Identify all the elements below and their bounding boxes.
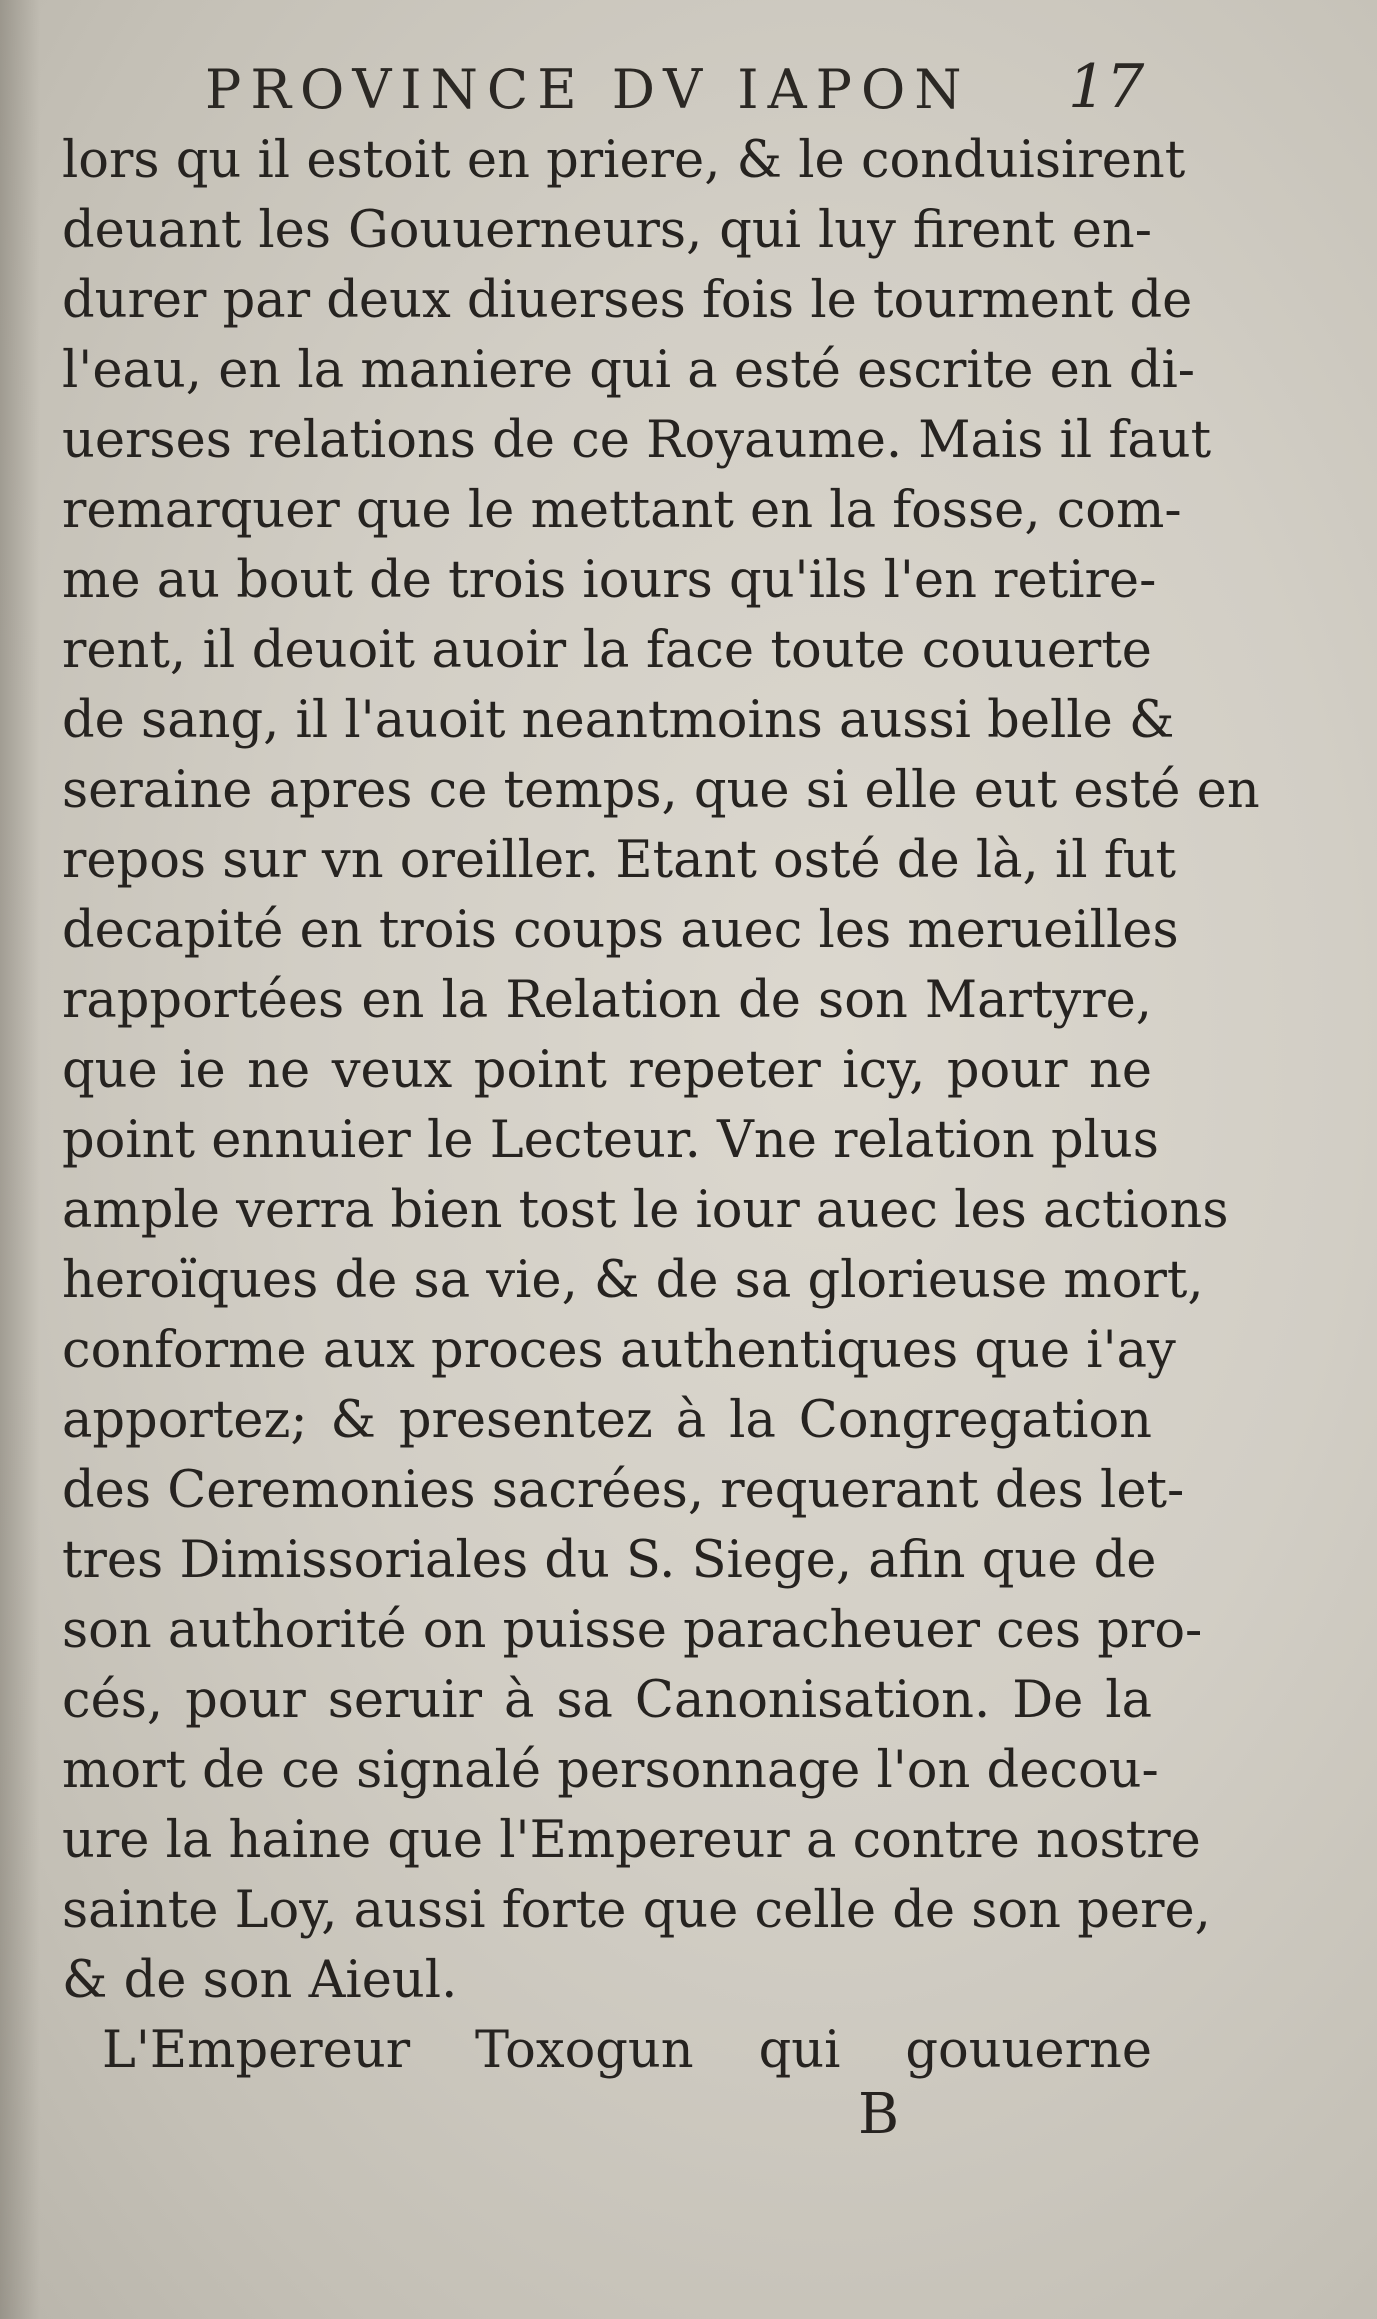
running-head-title: PROVINCE DV IAPON — [205, 58, 971, 121]
text-line: rent, il deuoit auoir la face toute couuerte — [62, 621, 1152, 680]
text-line: seraine apres ce temps, que si elle eut esté en — [62, 761, 1260, 820]
text-line: des Ceremonies sacrées, requerant des let- — [62, 1461, 1185, 1520]
text-line: tres Dimissoriales du S. Siege, afin que de — [62, 1531, 1157, 1590]
text-line: apportez; & presentez à la Congregation — [62, 1391, 1152, 1450]
text-line-paragraph-end: & de son Aieul. — [62, 1951, 458, 2010]
text-line: remarquer que le mettant en la fosse, com- — [62, 481, 1182, 540]
text-line: heroïques de sa vie, & de sa glorieuse mort, — [62, 1251, 1204, 1310]
text-line: l'eau, en la maniere qui a esté escrite en di- — [62, 341, 1196, 400]
text-line: conforme aux proces authentiques que i'ay — [62, 1321, 1176, 1380]
text-line: point ennuier le Lecteur. Vne relation plus — [62, 1111, 1159, 1170]
gutter-shadow — [0, 0, 40, 2319]
body-text — [62, 126, 1260, 2086]
page-number: 17 — [1068, 52, 1145, 122]
text-line: que ie ne veux point repeter icy, pour ne — [62, 1041, 1152, 1100]
text-line: ure la haine que l'Empereur a contre nostre — [62, 1811, 1201, 1870]
text-line: decapité en trois coups auec les merueilles — [62, 901, 1179, 960]
text-line: me au bout de trois iours qu'ils l'en retire- — [62, 551, 1157, 610]
text-line: sainte Loy, aussi forte que celle de son pere, — [62, 1881, 1211, 1940]
text-line: ample verra bien tost le iour auec les actions — [62, 1181, 1229, 1240]
text-line: repos sur vn oreiller. Etant osté de là, il fut — [62, 831, 1177, 890]
signature-mark: B — [858, 2082, 900, 2147]
text-line: rapportées en la Relation de son Martyre, — [62, 971, 1152, 1030]
text-line: durer par deux diuerses fois le tourment de — [62, 271, 1193, 330]
text-line: uerses relations de ce Royaume. Mais il faut — [62, 411, 1212, 470]
text-line: deuant les Gouuerneurs, qui luy firent en- — [62, 201, 1152, 260]
text-line: de sang, il l'auoit neantmoins aussi belle & — [62, 691, 1175, 750]
text-line: cés, pour seruir à sa Canonisation. De la — [62, 1671, 1152, 1730]
text-line: mort de ce signalé personnage l'on decou- — [62, 1741, 1159, 1800]
text-line: son authorité on puisse paracheuer ces pro- — [62, 1601, 1203, 1660]
text-line: lors qu il estoit en priere, & le conduisirent — [62, 131, 1186, 190]
text-line-paragraph-start: L'Empereur Toxogun qui gouuerne — [102, 2021, 1152, 2080]
